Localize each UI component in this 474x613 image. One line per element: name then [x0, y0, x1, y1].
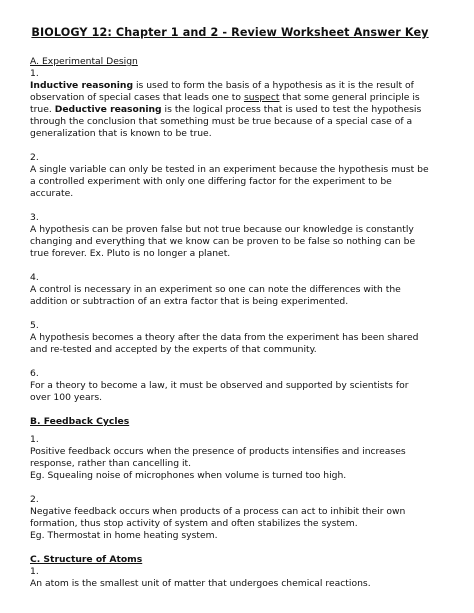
section-feedback-cycles — [30, 416, 430, 542]
term-inductive-reasoning: Inductive reasoning — [30, 80, 134, 91]
answer-number: 1. — [30, 68, 39, 79]
answer-number: 4. — [30, 272, 39, 283]
answer-text-part: that some general principle is true. — [30, 92, 420, 115]
answer-text: A hypothesis becomes a theory after the data from the experiment has been shared and re-tested and accepted by the experts of that community. — [30, 332, 419, 355]
answer-text: An atom is the smallest unit of matter that undergoes chemical reactions. — [30, 578, 371, 589]
section-c-heading: C. Structure of Atoms — [30, 554, 143, 565]
underlined-word: suspect — [243, 92, 280, 103]
answer-number: 1. — [30, 566, 39, 577]
answer-number: 2. — [30, 152, 39, 163]
section-experimental-design — [30, 56, 430, 404]
answer-number: 2. — [30, 494, 39, 505]
answer-text: A single variable can only be tested in an experiment because the hypothesis must be a controlled experiment with only one differing factor for the experiment to be accurate. — [30, 164, 429, 199]
answer-example: Eg. Squealing noise of microphones when volume is turned too high. — [30, 470, 347, 481]
answer-text: A hypothesis can be proven false but not true because our knowledge is constantly changing and everything that we know can be proven to be false so nothing can be true forever. Ex. Pluto is no longer a planet. — [30, 224, 416, 259]
answer-text-part: is the logical process that is used to test the hypothesis through the conclusion that something must be true because of a special case of a generalization that is known to be true. — [30, 104, 422, 139]
answer-text: Negative feedback occurs when products of a process can act to inhibit their own formation, thus stop activity of system and often stabilizes the system. — [30, 506, 406, 529]
answer-a5 — [30, 320, 430, 356]
answer-text — [30, 80, 430, 140]
answer-number: 6. — [30, 368, 39, 379]
section-structure-of-atoms — [30, 554, 430, 590]
answer-text: Positive feedback occurs when the presence of products intensifies and increases response, rather than cancelling it. — [30, 446, 406, 469]
page-title: BIOLOGY 12: Chapter 1 and 2 - Review Worksheet Answer Key — [31, 26, 429, 39]
answer-a3 — [30, 212, 430, 260]
answer-b2 — [30, 494, 430, 542]
answer-number: 1. — [30, 434, 39, 445]
answer-number: 3. — [30, 212, 39, 223]
answer-c1 — [30, 566, 430, 590]
answer-a4 — [30, 272, 430, 308]
section-a-heading: A. Experimental Design — [30, 56, 138, 67]
answer-a2 — [30, 152, 430, 200]
answer-number: 5. — [30, 320, 39, 331]
term-deductive-reasoning: Deductive reasoning — [54, 104, 162, 115]
answer-b1 — [30, 434, 430, 482]
answer-text: For a theory to become a law, it must be observed and supported by scientists for over 100 years. — [30, 380, 409, 403]
answer-a6 — [30, 368, 430, 404]
answer-example: Eg. Thermostat in home heating system. — [30, 530, 218, 541]
answer-text: A control is necessary in an experiment so one can note the differences with the addition or subtraction of an extra factor that is being experimented. — [30, 284, 401, 307]
answer-a1 — [30, 68, 430, 140]
section-b-heading: B. Feedback Cycles — [30, 416, 130, 427]
answer-text-part: is used to form the basis of a hypothesis as it is the result of observation of special cases that leads one to — [30, 80, 414, 103]
